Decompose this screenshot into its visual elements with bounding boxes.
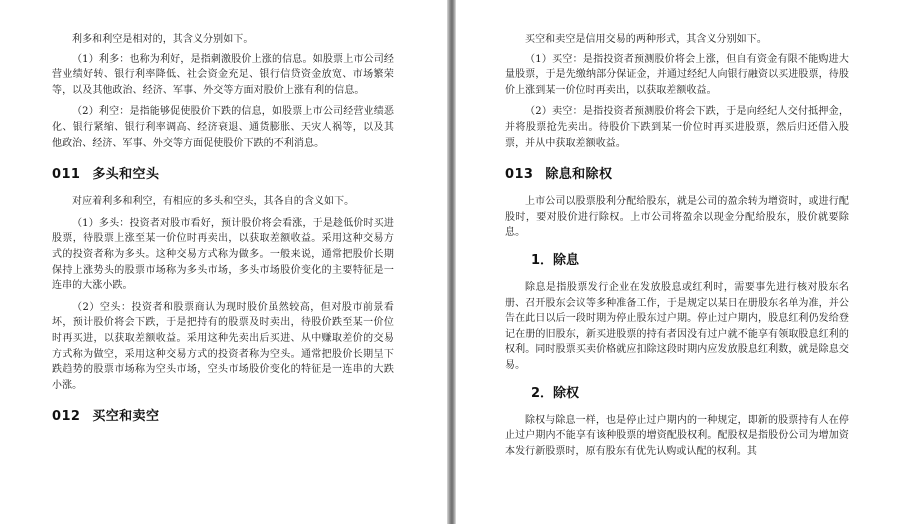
paragraph-intro: 买空和卖空是信用交易的两种形式，其含义分别如下。 [525, 34, 767, 45]
paragraph-chuquan: 除权与除息一样，也是停止过户期内的一种规定，即新的股票持有人在停止过户期内不能享有该种股票的增资配股权利。配股权是指股份公司为增加资本发行新股票时，原有股东有优先认购或认配的权利。其 [505, 414, 849, 457]
section-title: 买空和卖空 [92, 409, 160, 425]
paragraph-chuxi-chuquan-intro: 上市公司以股票股利分配给股东，就是公司的盈余转为增资时，或进行配股时，要对股价进行除权。上市公司将盈余以现金分配给股东，股价就要除息。 [505, 196, 849, 239]
section-heading-012 [52, 405, 394, 424]
section-number: 011 [52, 167, 81, 183]
subheading-chuquan: 2．除权 [531, 385, 580, 401]
right-page [456, 0, 900, 524]
right-page-content [505, 32, 849, 465]
paragraph-chuxi: 除息是指股票发行企业在发放股息或红利时，需要事先进行核对股东名册、召开股东会议等多种准备工作，于是规定以某日在册股东名单为准，并公告在此日以后一段时期为停止股东过户期。停止过户期内，股息红利仍发给登记在册的旧股东，新买进股票的持有者因没有过户就不能享有领取股息红利的权利。同时股票买卖价格就应扣除这段时期内应发放股息红利数，就是除息交易。 [505, 281, 849, 371]
paragraph-mai-kong: （1）买空：是指投资者预测股价将会上涨，但自有资金有限不能购进大量股票，于是先缴纳部分保证金，并通过经纪人向银行融资以买进股票，待股价上涨到某一价位时再卖出，以获取差额收益。 [505, 53, 849, 96]
paragraph-li-duo: （1）利多：也称为利好，是指刺激股价上涨的信息。如股票上市公司经营业绩好转、银行利率降低、社会资金充足、银行信贷资金放宽、市场繁荣等，以及其他政治、经济、军事、外交等方面对股价上涨有利的信息。 [52, 53, 394, 96]
section-heading-013 [505, 163, 849, 182]
paragraph-intro-duo-kong: 对应着利多和利空，有相应的多头和空头，其各自的含义如下。 [72, 196, 355, 208]
paragraph-mai-kong-sell: （2）卖空：是指投资者预测股价将会下跌，于是向经纪人交付抵押金，并将股票抢先卖出。待股价下跌到某一价位时再买进股票，然后归还借入股票，并从中获取差额收益。 [505, 106, 849, 149]
section-heading-011 [52, 163, 394, 182]
left-page [0, 0, 447, 524]
left-page-content [52, 32, 394, 436]
paragraph-intro: 利多和利空是相对的，其含义分别如下。 [72, 34, 254, 45]
section-title: 除息和除权 [545, 167, 613, 183]
page-spine-divider [447, 0, 456, 524]
paragraph-duo-tou: （1）多头：投资者对股市看好，预计股价将会看涨，于是趁低价时买进股票，待股票上涨至某一价位时再卖出，以获取差额收益。采用这种交易方式的投资者称为多头。这种交易方式称为做多。一般来说，通常把股价长期保持上涨势头的股票市场称为多头市场，多头市场股价变化的主要特征是一连串的大涨小跌。 [52, 217, 394, 292]
paragraph-li-kong: （2）利空：是指能够促使股价下跌的信息，如股票上市公司经营业绩恶化、银行紧缩、银行利率调高、经济衰退、通货膨胀、天灾人祸等，以及其他政治、经济、军事、外交等方面促使股价下跌的不利消息。 [52, 106, 394, 149]
paragraph-kong-tou: （2）空头：投资者和股票商认为现时股价虽然较高，但对股市前景看坏，预计股价将会下跌，于是把持有的股票及时卖出，待股价跌至某一价位时再买进，以获取差额收益。采用这种先卖出后买进、从中赚取差价的交易方式称为做空，采用这种交易方式的投资者称为空头。通常把股价长期呈下跌趋势的股票市场称为空头市场，空头市场股价变化的特征是一连串的大跌小涨。 [52, 301, 394, 391]
section-number: 012 [52, 409, 81, 425]
section-title: 多头和空头 [92, 167, 160, 183]
section-number: 013 [505, 167, 534, 183]
subheading-chuxi: 1．除息 [531, 252, 580, 268]
